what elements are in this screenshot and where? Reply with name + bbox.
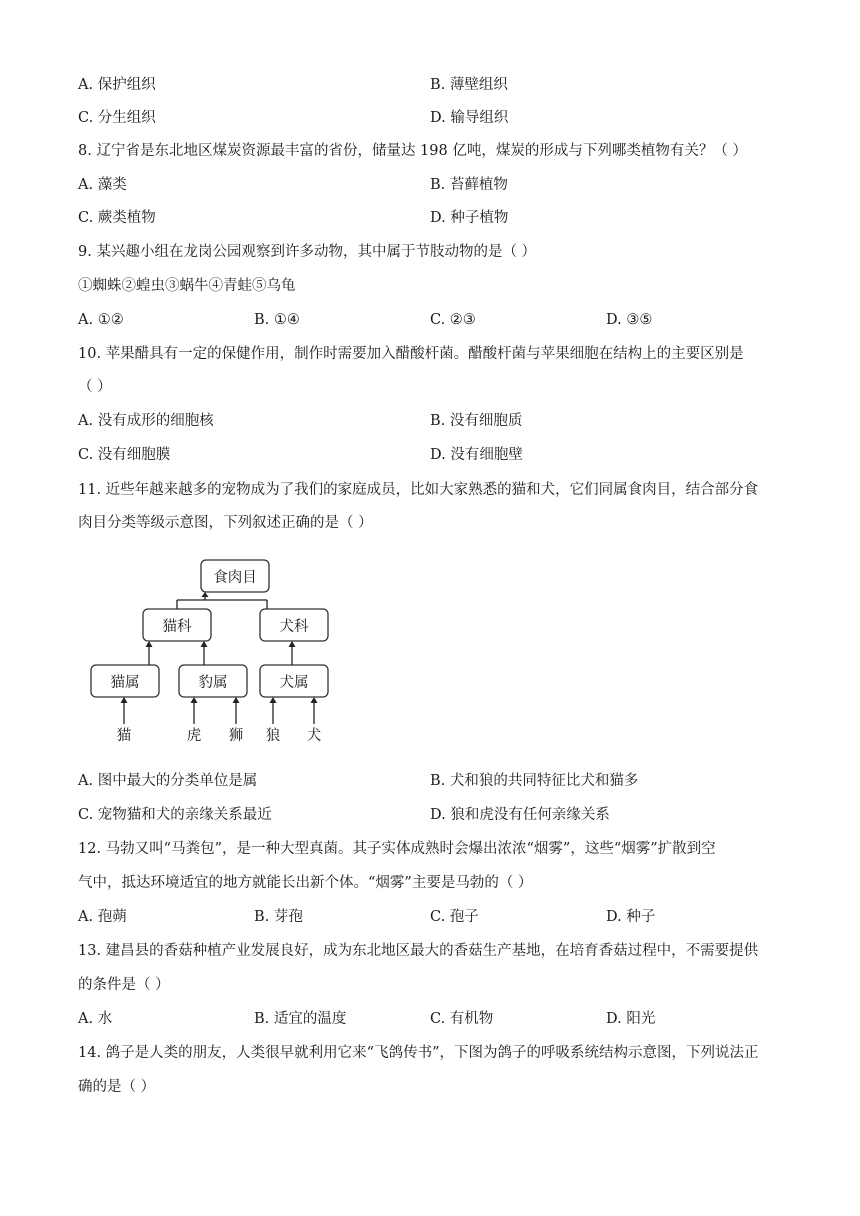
q8-option-a: A. 藻类: [78, 177, 127, 193]
q12-stem-line2: 气中，抵达环境适宜的地方就能长出新个体。“烟雾”主要是马勃的（ ）: [78, 875, 533, 891]
q10-option-a: A. 没有成形的细胞核: [78, 413, 214, 429]
q9-option-d: D. ③⑤: [606, 312, 653, 328]
q13-stem-line2: 的条件是（ ）: [78, 977, 170, 993]
q11-stem-line2: 肉目分类等级示意图，下列叙述正确的是（ ）: [78, 515, 373, 531]
q12-stem-line1: 12. 马勃又叫“马粪包”，是一种大型真菌。其子实体成熟时会爆出浓浓“烟雾”，这些“烟雾”扩散到空: [78, 841, 716, 857]
q8-option-c: C. 蕨类植物: [78, 210, 156, 226]
q7-option-b: B. 薄壁组织: [430, 77, 508, 93]
arrow-head: [202, 592, 209, 597]
arrow-head: [146, 641, 153, 647]
q8-option-d: D. 种子植物: [430, 210, 509, 226]
genus-felis-label: 猫属: [110, 675, 140, 691]
q13-stem-line1: 13. 建昌县的香菇种植产业发展良好，成为东北地区最大的香菇生产基地，在培育香菇过程中，不需要提供: [78, 943, 759, 959]
order-label: 食肉目: [213, 570, 257, 586]
q14-stem-line2: 确的是（ ）: [78, 1079, 156, 1095]
q7-option-c: C. 分生组织: [78, 110, 156, 126]
q8-option-b: B. 苔藓植物: [430, 177, 508, 193]
species-lion-label: 狮: [228, 728, 244, 744]
q9-option-a: A. ①②: [78, 312, 124, 328]
arrow-head: [121, 697, 128, 703]
arrow-head: [191, 697, 198, 703]
q14-stem-line1: 14. 鸽子是人类的朋友，人类很早就利用它来“飞鸽传书”，下图为鸽子的呼吸系统结构示意图，下列说法正: [78, 1045, 759, 1061]
q12-option-a: A. 孢蒴: [78, 909, 127, 925]
q10-option-b: B. 没有细胞质: [430, 413, 523, 429]
genus-panthera-label: 豹属: [198, 675, 228, 691]
q11-option-b: B. 犬和狼的共同特征比犬和猫多: [430, 773, 639, 789]
q9-option-b: B. ①④: [254, 312, 300, 328]
q13-option-a: A. 水: [78, 1011, 113, 1027]
q11-option-a: A. 图中最大的分类单位是属: [78, 773, 258, 789]
q8-stem: 8. 辽宁省是东北地区煤炭资源最丰富的省份，储量达 198 亿吨，煤炭的形成与下列哪类植物有关？（ ）: [78, 143, 747, 159]
q9-option-c: C. ②③: [430, 312, 476, 328]
q11-option-d: D. 狼和虎没有任何亲缘关系: [430, 807, 610, 823]
q13-option-d: D. 阳光: [606, 1011, 656, 1027]
arrow-head: [233, 697, 240, 703]
q10-option-c: C. 没有细胞膜: [78, 447, 171, 463]
q10-stem-line2: （ ）: [78, 379, 112, 395]
q7-option-a: A. 保护组织: [78, 77, 156, 93]
arrow-head: [311, 697, 318, 703]
q9-items: ①蜘蛛②蝗虫③蜗牛④青蛙⑤乌龟: [78, 278, 296, 294]
q11-stem-line1: 11. 近些年越来越多的宠物成为了我们的家庭成员，比如大家熟悉的猫和犬，它们同属食肉目，结合部分食: [78, 482, 759, 498]
species-wolf-label: 狼: [265, 728, 281, 744]
species-cat-label: 猫: [116, 728, 132, 744]
q13-option-c: C. 有机物: [430, 1011, 494, 1027]
family-cat-label: 猫科: [162, 619, 192, 635]
species-dog-label: 犬: [306, 728, 322, 744]
arrow-head: [201, 641, 208, 647]
q10-stem-line1: 10. 苹果醋具有一定的保健作用，制作时需要加入醋酸杆菌。醋酸杆菌与苹果细胞在结构上的主要区别是: [78, 346, 744, 362]
q11-option-c: C. 宠物猫和犬的亲缘关系最近: [78, 807, 272, 823]
genus-canis-label: 犬属: [279, 675, 309, 691]
q12-option-d: D. 种子: [606, 909, 656, 925]
q10-option-d: D. 没有细胞壁: [430, 447, 523, 463]
classification-diagram: [85, 552, 345, 752]
family-dog-label: 犬科: [279, 619, 309, 635]
arrow-head: [270, 697, 277, 703]
q12-option-c: C. 孢子: [430, 909, 479, 925]
q7-option-d: D. 输导组织: [430, 110, 509, 126]
q12-option-b: B. 芽孢: [254, 909, 303, 925]
arrow-head: [289, 641, 296, 647]
q13-option-b: B. 适宜的温度: [254, 1011, 347, 1027]
q9-stem: 9. 某兴趣小组在龙岗公园观察到许多动物，其中属于节肢动物的是（ ）: [78, 244, 537, 260]
species-tiger-label: 虎: [186, 728, 202, 744]
